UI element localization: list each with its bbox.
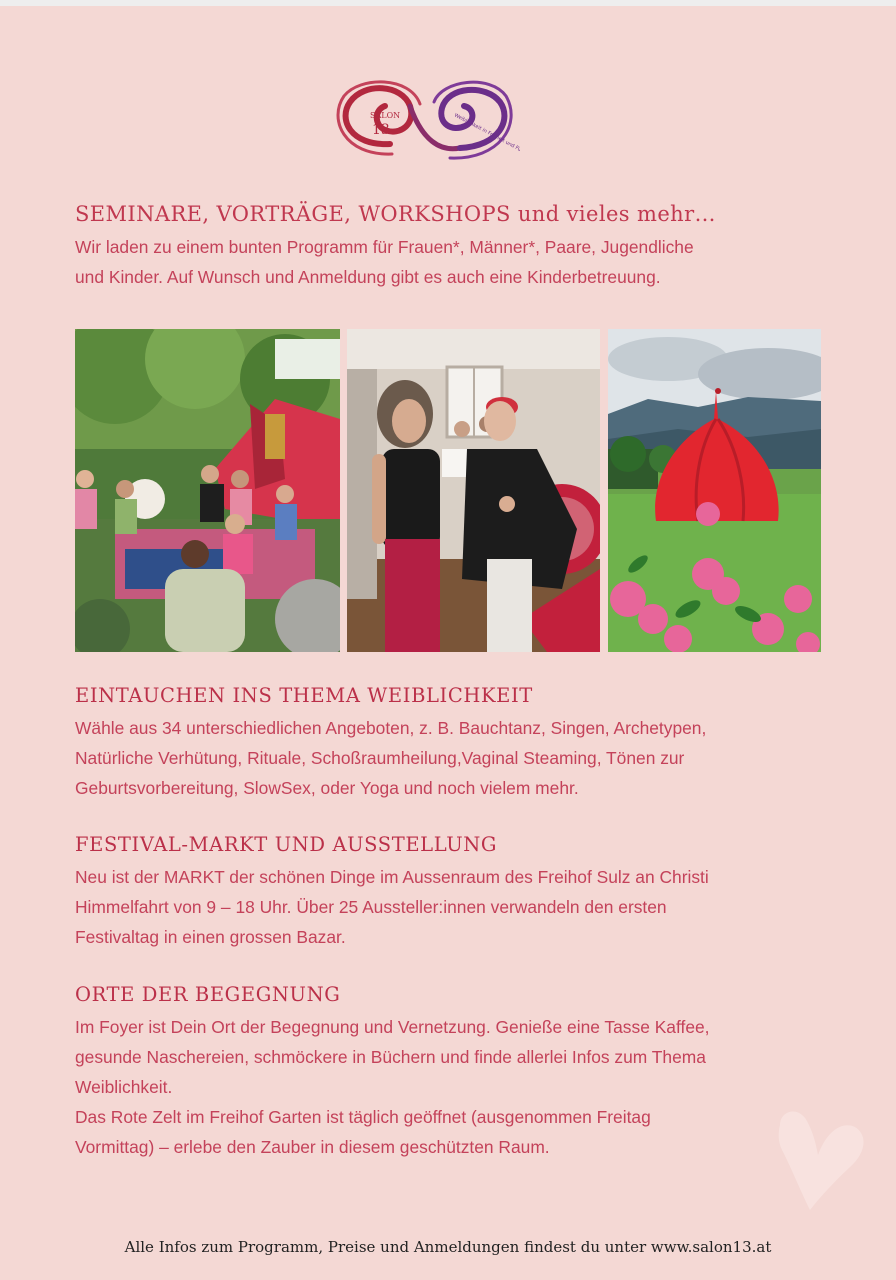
section-line: Vormittag) – erlebe den Zauber in diesem geschützten Raum. (75, 1137, 550, 1157)
photo-two-women-talking (347, 329, 600, 652)
section-title-begegnung: ORTE DER BEGEGNUNG (75, 983, 341, 1006)
section-line: Geburtsvorbereitung, SlowSex, oder Yoga und noch vielem mehr. (75, 778, 579, 798)
section-line: Natürliche Verhütung, Rituale, Schoßraumheilung,Vaginal Steaming, Tönen zur (75, 748, 685, 768)
logo-tagline: Weiblichkeit in Freiheit und Fülle (453, 112, 520, 156)
section-line: Neu ist der MARKT der schönen Dinge im Aussenraum des Freihof Sulz an Christi (75, 867, 709, 887)
photo-garden-drum-circle (75, 329, 340, 652)
section-line: Himmelfahrt von 9 – 18 Uhr. Über 25 Aussteller:innen verwandeln den ersten (75, 897, 667, 917)
logo-name: SALON (370, 111, 401, 120)
section-text-weiblichkeit (75, 713, 835, 803)
footer-info: Alle Infos zum Programm, Preise und Anmeldungen findest du unter www.salon13.at (124, 1238, 772, 1256)
section-line: Festivaltag in einen grossen Bazar. (75, 927, 346, 947)
section-title-markt: FESTIVAL-MARKT UND AUSSTELLUNG (75, 833, 498, 856)
intro-text (75, 232, 835, 292)
section-line: Im Foyer ist Dein Ort der Begegnung und Vernetzung. Genieße eine Tasse Kaffee, (75, 1017, 710, 1037)
salon13-logo-mark (330, 74, 520, 164)
intro-line: und Kinder. Auf Wunsch und Anmeldung gibt es auch eine Kinderbetreuung. (75, 267, 661, 287)
logo-number: 13 (372, 122, 390, 138)
section-line: Wähle aus 34 unterschiedlichen Angeboten, z. B. Bauchtanz, Singen, Archetypen, (75, 718, 707, 738)
salon13-logo (330, 74, 520, 164)
section-line: gesunde Naschereien, schmöckere in Büchern und finde allerlei Infos zum Thema (75, 1047, 706, 1067)
section-text-markt (75, 862, 835, 952)
top-edge (0, 0, 896, 6)
photo-red-tent-meadow (608, 329, 821, 652)
intro-heading: SEMINARE, VORTRÄGE, WORKSHOPS und vieles mehr… (75, 202, 716, 226)
heart-icon (770, 1105, 870, 1215)
section-line: Weiblichkeit. (75, 1077, 173, 1097)
section-line: Das Rote Zelt im Freihof Garten ist täglich geöffnet (ausgenommen Freitag (75, 1107, 651, 1127)
section-text-begegnung (75, 1012, 835, 1162)
intro-line: Wir laden zu einem bunten Programm für Frauen*, Männer*, Paare, Jugendliche (75, 237, 694, 257)
section-title-weiblichkeit: EINTAUCHEN INS THEMA WEIBLICHKEIT (75, 684, 533, 707)
